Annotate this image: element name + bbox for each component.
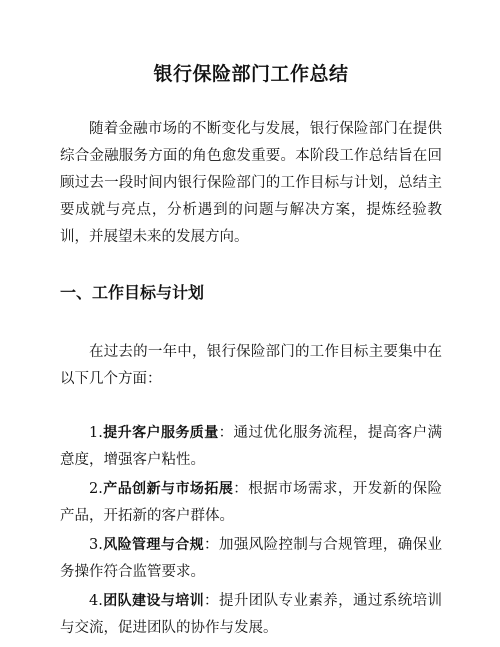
- section-heading-goals: 一、工作目标与计划: [60, 283, 205, 302]
- item-separator: ：: [204, 537, 219, 553]
- goals-intro-paragraph: 在过去的一年中，银行保险部门的工作目标主要集中在以下几个方面：: [60, 344, 442, 387]
- list-item: [60, 476, 442, 530]
- item-number: 2.: [89, 481, 103, 497]
- item-separator: ：: [218, 425, 234, 441]
- item-label: 提升客户服务质量: [102, 425, 219, 441]
- document-title: 银行保险部门工作总结: [153, 63, 349, 85]
- goals-list: [60, 420, 442, 642]
- item-text: 通过优化服务流程，提高客户满意度，增强客户粘性。: [60, 425, 443, 468]
- item-label: 风险管理与合规: [102, 537, 205, 553]
- item-label: 团队建设与培训: [102, 593, 205, 609]
- item-number: 3.: [89, 537, 103, 553]
- item-number: 4.: [89, 593, 103, 609]
- item-text: 加强风险控制与合规管理，确保业务操作符合监管要求。: [60, 537, 443, 580]
- item-text: 根据市场需求，开发新的保险产品，开拓新的客户群体。: [60, 481, 443, 524]
- item-separator: ：: [204, 593, 219, 609]
- list-item: [60, 532, 442, 586]
- intro-paragraph: 随着金融市场的不断变化与发展，银行保险部门在提供综合金融服务方面的角色愈发重要。本阶段工作总结旨在回顾过去一段时间内银行保险部门的工作目标与计划，总结主要成就与亮点，分析遇到的问题与解决方案，提炼经验教训，并展望未来的发展方向。: [60, 121, 442, 245]
- item-text: 提升团队专业素养，通过系统培训与交流，促进团队的协作与发展。: [60, 593, 443, 636]
- list-item: [60, 588, 442, 642]
- list-item: [60, 420, 442, 474]
- item-separator: ：: [233, 481, 249, 497]
- item-number: 1.: [89, 425, 103, 441]
- item-label: 产品创新与市场拓展: [102, 481, 234, 497]
